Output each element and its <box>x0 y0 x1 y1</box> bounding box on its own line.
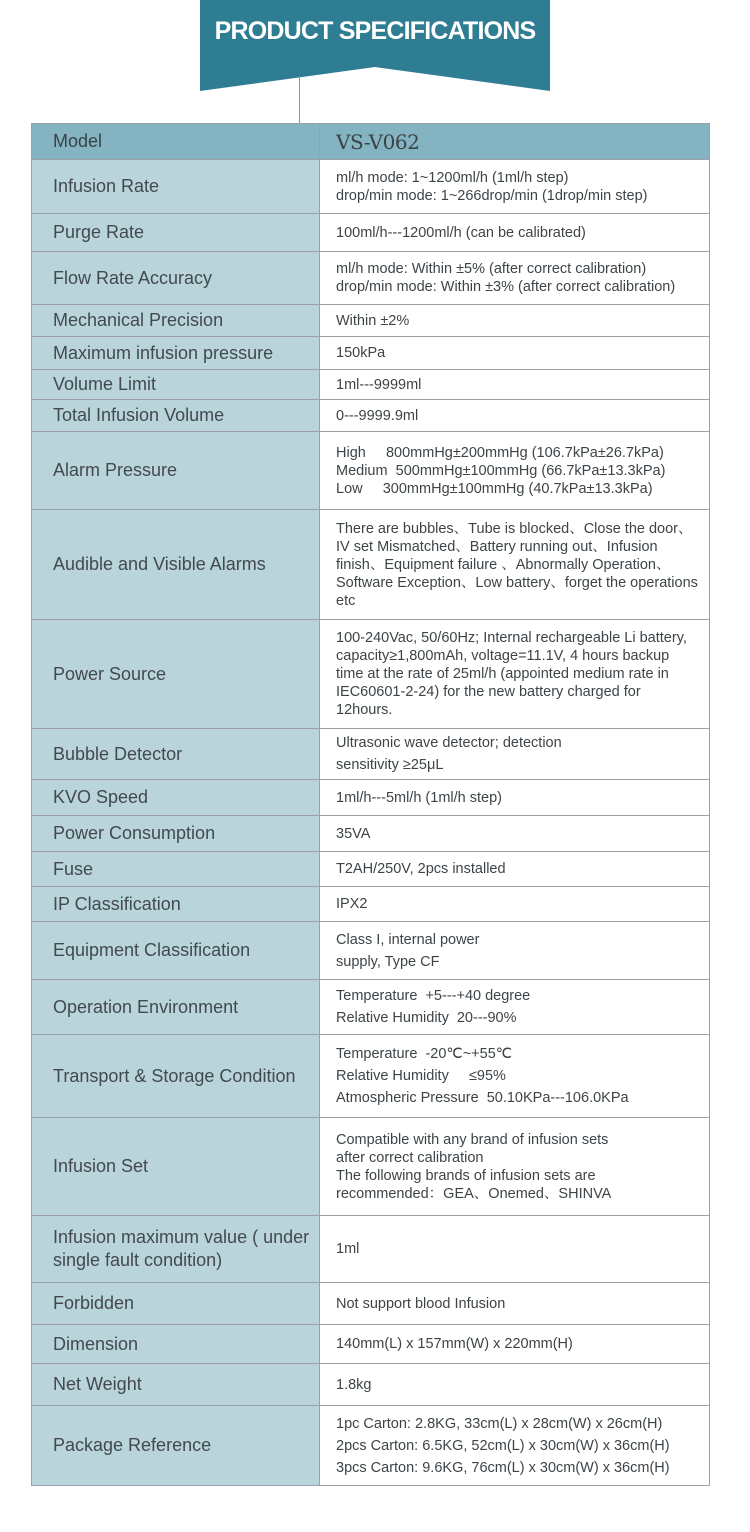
spec-value-line: The following brands of infusion sets are <box>336 1167 596 1184</box>
spec-value-line: Temperature +5---+40 degree <box>336 988 531 1004</box>
spec-value-line: 1ml---9999ml <box>336 376 422 393</box>
spec-value <box>320 337 710 370</box>
table-row <box>32 305 710 337</box>
spec-label: Mechanical Precision <box>32 305 320 337</box>
spec-value <box>320 400 710 432</box>
spec-value-line: Ultrasonic wave detector; detection <box>336 735 562 751</box>
spec-value-line: Relative Humidity ≤95% <box>336 1068 506 1084</box>
spec-value-text: There are bubbles、Tube is blocked、Close the door、IV set Mismatched、Battery running out、Infusion finish、Equipment failure 、Abnormally Operation、Software Exception、Low battery、forget the operations etc <box>336 520 698 609</box>
spec-label: Volume Limit <box>32 370 320 400</box>
table-row <box>32 252 710 305</box>
spec-value <box>320 1035 710 1118</box>
spec-value <box>320 887 710 922</box>
table-row <box>32 1325 710 1364</box>
table-row <box>32 780 710 816</box>
spec-value <box>320 305 710 337</box>
spec-value <box>320 432 710 510</box>
spec-value-line: Medium 500mmHg±100mmHg (66.7kPa±13.3kPa) <box>336 462 666 479</box>
table-row <box>32 729 710 780</box>
banner-connector-line <box>299 76 300 124</box>
spec-value <box>320 980 710 1035</box>
spec-value-line: after correct calibration <box>336 1149 484 1166</box>
spec-value-line: recommended：GEA、Onemed、SHINVA <box>336 1185 612 1202</box>
table-row <box>32 510 710 620</box>
spec-label: KVO Speed <box>32 780 320 816</box>
table-row <box>32 1216 710 1283</box>
spec-value <box>320 620 710 729</box>
table-row <box>32 370 710 400</box>
spec-value <box>320 780 710 816</box>
table-row <box>32 432 710 510</box>
spec-value-line: 2pcs Carton: 6.5KG, 52cm(L) x 30cm(W) x 36cm(H) <box>336 1437 670 1454</box>
spec-value-line: ml/h mode: 1~1200ml/h (1ml/h step) <box>336 169 569 186</box>
table-row <box>32 1406 710 1486</box>
table-row <box>32 922 710 980</box>
spec-value-line: T2AH/250V, 2pcs installed <box>336 861 506 877</box>
spec-value <box>320 1325 710 1364</box>
spec-value-line: 1.8kg <box>336 1376 372 1393</box>
table-row <box>32 337 710 370</box>
spec-value <box>320 1118 710 1216</box>
spec-value <box>320 816 710 852</box>
spec-value-line: sensitivity ≥25μL <box>336 757 444 773</box>
header-label-model: Model <box>32 124 320 160</box>
spec-value-line: 1ml/h---5ml/h (1ml/h step) <box>336 789 502 806</box>
spec-label: Bubble Detector <box>32 729 320 780</box>
spec-value <box>320 370 710 400</box>
spec-value-line: 150kPa <box>336 345 386 361</box>
spec-value-line: 140mm(L) x 157mm(W) x 220mm(H) <box>336 1336 573 1352</box>
spec-value <box>320 1406 710 1486</box>
spec-label: Transport & Storage Condition <box>32 1035 320 1118</box>
spec-value-line: 100ml/h---1200ml/h (can be calibrated) <box>336 224 586 241</box>
spec-label: Forbidden <box>32 1283 320 1325</box>
spec-label: Infusion maximum value ( under single fault condition) <box>32 1216 320 1283</box>
spec-value-line: Low 300mmHg±100mmHg (40.7kPa±13.3kPa) <box>336 480 653 497</box>
spec-value <box>320 852 710 887</box>
spec-value-line: Compatible with any brand of infusion sets <box>336 1131 609 1148</box>
specifications-table <box>31 123 710 1486</box>
table-row <box>32 1364 710 1406</box>
table-row <box>32 400 710 432</box>
spec-label: Equipment Classification <box>32 922 320 980</box>
spec-label: Purge Rate <box>32 214 320 252</box>
spec-value <box>320 1216 710 1283</box>
spec-label: Alarm Pressure <box>32 432 320 510</box>
spec-value <box>320 252 710 305</box>
spec-value-line: drop/min mode: Within ±3% (after correct calibration) <box>336 279 676 295</box>
spec-value-line: 1ml <box>336 1241 360 1257</box>
header-value-model: VS-V062 <box>320 124 710 160</box>
spec-value <box>320 1283 710 1325</box>
spec-value <box>320 922 710 980</box>
spec-label: IP Classification <box>32 887 320 922</box>
table-row <box>32 980 710 1035</box>
spec-value-line: 3pcs Carton: 9.6KG, 76cm(L) x 30cm(W) x 36cm(H) <box>336 1459 670 1476</box>
spec-value-line: 0---9999.9ml <box>336 407 419 424</box>
spec-value-line: Relative Humidity 20---90% <box>336 1010 517 1026</box>
spec-label: Dimension <box>32 1325 320 1364</box>
spec-value-line: 35VA <box>336 825 371 842</box>
table-row <box>32 1035 710 1118</box>
table-row <box>32 887 710 922</box>
spec-value-line: Atmospheric Pressure 50.10KPa---106.0KPa <box>336 1090 629 1106</box>
spec-value-line: supply, Type CF <box>336 953 440 970</box>
spec-value-line: 1pc Carton: 2.8KG, 33cm(L) x 28cm(W) x 26cm(H) <box>336 1415 663 1432</box>
spec-label: Infusion Set <box>32 1118 320 1216</box>
spec-value-text: 100-240Vac, 50/60Hz; Internal rechargeable Li battery, capacity≥1,800mAh, voltage=11.1V, 4 hours backup time at the rate of 25ml/h (appointed medium rate in IEC60601-2-24) for the new battery charged for 12hours. <box>336 630 687 718</box>
spec-value <box>320 214 710 252</box>
spec-value-line: Class I, internal power <box>336 931 480 948</box>
spec-label: Maximum infusion pressure <box>32 337 320 370</box>
table-row <box>32 816 710 852</box>
spec-label: Total Infusion Volume <box>32 400 320 432</box>
spec-value-line: IPX2 <box>336 896 368 912</box>
table-row <box>32 620 710 729</box>
spec-value-line: drop/min mode: 1~266drop/min (1drop/min step) <box>336 187 648 204</box>
spec-label: Net Weight <box>32 1364 320 1406</box>
spec-value-line: High 800mmHg±200mmHg (106.7kPa±26.7kPa) <box>336 444 664 461</box>
spec-value <box>320 160 710 214</box>
spec-value <box>320 729 710 780</box>
spec-label: Package Reference <box>32 1406 320 1486</box>
spec-label: Infusion Rate <box>32 160 320 214</box>
spec-value <box>320 1364 710 1406</box>
title-banner <box>200 0 550 91</box>
spec-value-line: ml/h mode: Within ±5% (after correct calibration) <box>336 261 647 277</box>
table-row <box>32 1118 710 1216</box>
spec-label: Fuse <box>32 852 320 887</box>
spec-value-line: Temperature -20℃~+55℃ <box>336 1046 513 1062</box>
spec-value-line: Within ±2% <box>336 312 410 329</box>
spec-label: Operation Environment <box>32 980 320 1035</box>
spec-label: Power Consumption <box>32 816 320 852</box>
page-title: PRODUCT SPECIFICATIONS <box>214 17 536 45</box>
spec-label: Audible and Visible Alarms <box>32 510 320 620</box>
table-row <box>32 852 710 887</box>
spec-value <box>320 510 710 620</box>
table-row <box>32 214 710 252</box>
spec-label: Power Source <box>32 620 320 729</box>
table-row <box>32 160 710 214</box>
spec-value-line: Not support blood Infusion <box>336 1295 506 1312</box>
spec-label: Flow Rate Accuracy <box>32 252 320 305</box>
table-row <box>32 1283 710 1325</box>
table-header-row <box>32 124 710 160</box>
